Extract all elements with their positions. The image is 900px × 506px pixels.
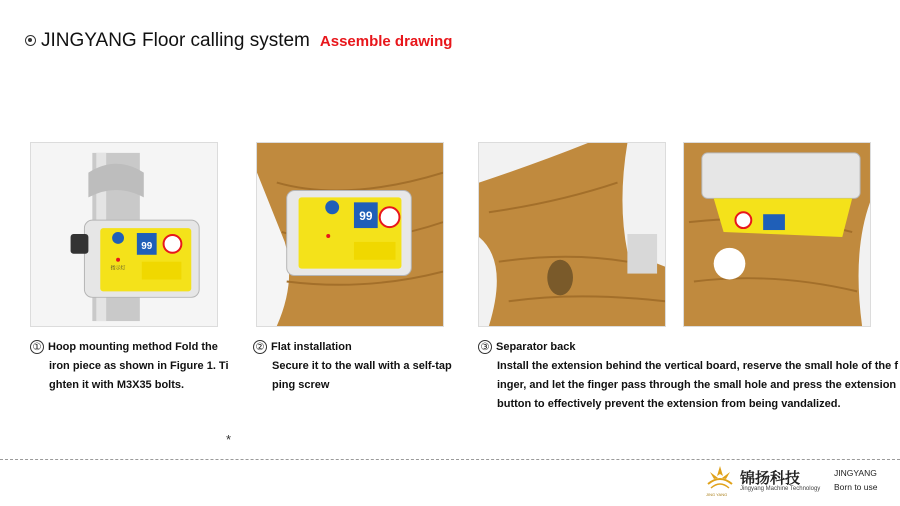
brand-name-english: Jingyang Machine Technology bbox=[740, 486, 821, 492]
photo-flat-installation bbox=[256, 142, 444, 327]
step-3-line-4: button to effectively prevent the extension from being vandalized. bbox=[497, 398, 841, 410]
logo-text: JING YANG bbox=[706, 492, 728, 497]
footer-company: JINGYANG bbox=[834, 468, 877, 478]
footer-company-block bbox=[834, 466, 877, 494]
title-main: JINGYANG Floor calling system bbox=[41, 30, 310, 51]
step-1-caption bbox=[30, 338, 229, 395]
panel-number-2: 99 bbox=[359, 209, 373, 224]
step-3-number: ③ bbox=[478, 340, 492, 354]
page-title bbox=[25, 30, 452, 52]
panel-number: 99 bbox=[141, 240, 153, 252]
photo-separator-back bbox=[478, 142, 666, 327]
flat-install-illustration bbox=[257, 143, 443, 326]
separator-back-illustration bbox=[479, 143, 665, 326]
photo-hoop-mounting bbox=[30, 142, 218, 327]
step-2-line-3: ping screw bbox=[272, 379, 330, 391]
separator-detail-illustration bbox=[684, 143, 870, 326]
step-2-line-2: Secure it to the wall with a self-tap bbox=[272, 360, 452, 372]
step-3-line-2: Install the extension behind the vertical board, reserve the small hole of the f bbox=[497, 360, 898, 372]
jingyang-logo-icon bbox=[706, 464, 734, 492]
step-3-line-1: Separator back bbox=[496, 341, 576, 353]
step-1-line-2: iron piece as shown in Figure 1. Ti bbox=[49, 360, 229, 372]
photo-separator-detail bbox=[683, 142, 871, 327]
step-2-caption bbox=[253, 338, 452, 395]
indicator-label: 指示灯 bbox=[110, 265, 126, 272]
step-2-line-1: Flat installation bbox=[271, 341, 352, 353]
title-sub: Assemble drawing bbox=[319, 33, 453, 50]
step-3-caption bbox=[478, 338, 898, 414]
step-1-number: ① bbox=[30, 340, 44, 354]
step-1-line-1: Hoop mounting method Fold the bbox=[48, 341, 218, 353]
step-1-line-3: ghten it with M3X35 bolts. bbox=[49, 379, 185, 391]
brand-name-chinese: 锦扬科技 bbox=[740, 470, 801, 487]
step-3-line-3: inger, and let the finger pass through the small hole and press the extension bbox=[497, 379, 897, 391]
step-2-number: ② bbox=[253, 340, 267, 354]
radio-bullet-icon bbox=[25, 35, 36, 46]
footer-divider bbox=[0, 459, 900, 460]
footer-slogan: Born to use bbox=[834, 482, 878, 492]
hoop-mount-illustration bbox=[31, 143, 217, 326]
asterisk-mark: * bbox=[226, 432, 232, 447]
